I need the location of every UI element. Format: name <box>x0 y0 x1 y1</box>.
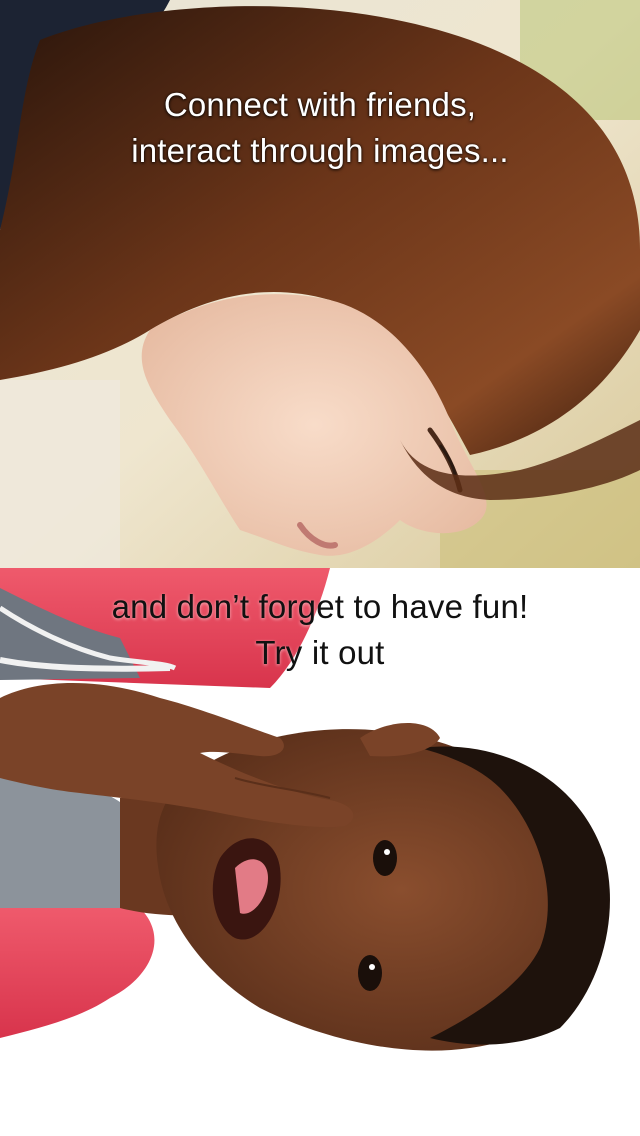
onboarding-caption-2 <box>0 584 640 676</box>
onboarding-caption-1 <box>0 82 640 174</box>
onboarding-panel-2 <box>0 568 640 1136</box>
caption-line: and don’t forget to have fun! <box>111 588 529 625</box>
caption-line: interact through images... <box>131 132 509 169</box>
caption-line: Connect with friends, <box>163 86 477 123</box>
caption-line: Try it out <box>255 634 385 671</box>
